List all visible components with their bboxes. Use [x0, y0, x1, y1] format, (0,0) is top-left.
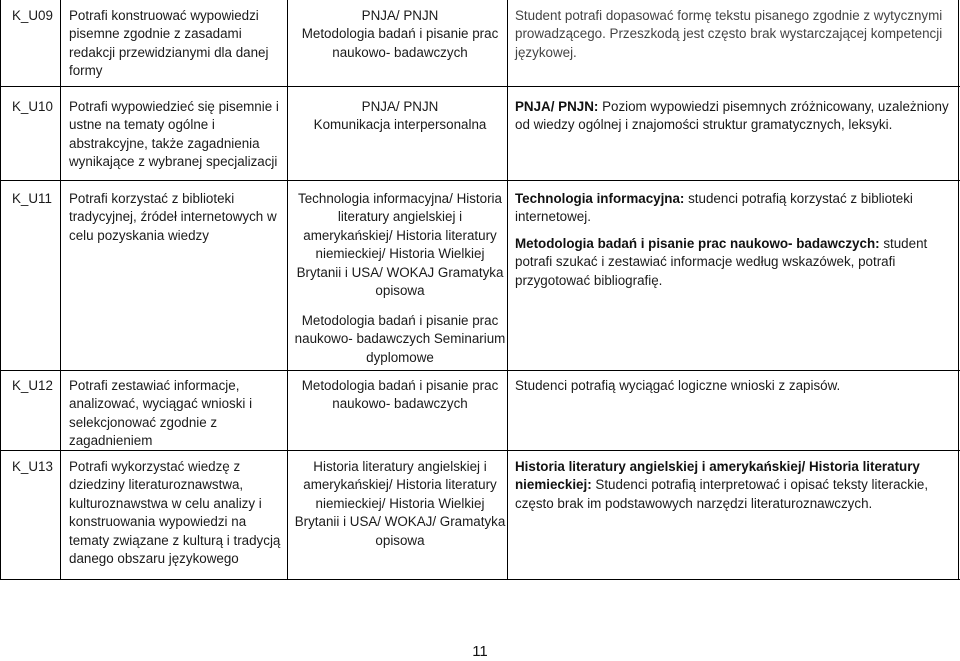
table-border-col1 — [60, 0, 61, 580]
method-label: Metodologia badań i pisanie prac naukowo- badawczych: — [515, 235, 880, 251]
row-course — [293, 7, 507, 62]
row-outcome: Potrafi wypowiedzieć się pisemnie i ustne na tematy ogólne i abstrakcyjne, także zagadnienia wynikające z wybranej specjalizacji — [69, 99, 279, 170]
row-code: K_U12 — [12, 378, 53, 393]
row-code: K_U10 — [12, 99, 53, 114]
row-method — [515, 190, 955, 290]
course-line: Komunikacja interpersonalna — [313, 117, 487, 133]
row-method: Student potrafi dopasować formę tekstu pisanego zgodnie z wytycznymi prowadzącego. Przeszkodą jest często brak wystarczającej kompetencji językowej. — [515, 8, 943, 60]
table-row-divider — [0, 370, 960, 371]
row-outcome: Potrafi wykorzystać wiedzę z dziedziny literaturoznawstwa, kulturoznawstwa w celu analizy i konstruowania wypowiedzi na tematy związane z kulturą i tradycją danego obszaru językowego — [69, 459, 281, 567]
method-text: student potrafi szukać i zestawiać informacje według wskazówek, potrafi przygotować bibliografię. — [515, 235, 928, 288]
method-paragraph — [515, 235, 955, 290]
row-code: K_U09 — [12, 8, 53, 23]
table-border-left — [0, 0, 1, 580]
course-line: PNJA/ PNJN — [361, 8, 439, 23]
row-code: K_U11 — [12, 191, 52, 206]
table-row-divider — [0, 86, 960, 87]
row-course: Metodologia badań i pisanie prac naukowo- badawczych — [301, 378, 499, 412]
row-course: Historia literatury angielskiej i amerykańskiej/ Historia literatury niemieckiej/ Historia Wielkiej Brytanii i USA/ WOKAJ/ Gramatyka opisowa — [294, 459, 506, 548]
method-paragraph — [515, 190, 955, 227]
course-line: Metodologia badań i pisanie prac naukowo- badawczych — [301, 26, 499, 60]
table-border-right — [958, 0, 959, 580]
row-course — [293, 98, 507, 135]
method-text: Poziom wypowiedzi pisemnych zróżnicowany, uzależniony od wiedzy ogólnej i znajomości struktur gramatycznych, leksyki. — [515, 99, 949, 133]
row-outcome: Potrafi zestawiać informacje, analizować, wyciągać wnioski i selekcjonować zgodnie z zagadnieniem — [69, 378, 253, 449]
page-number: 11 — [472, 643, 488, 660]
row-method — [515, 98, 955, 135]
table-row-divider — [0, 180, 960, 181]
course-line: PNJA/ PNJN — [361, 99, 439, 114]
method-label: PNJA/ PNJN: — [515, 99, 599, 114]
method-text: studenci potrafią korzystać z biblioteki internetowej. — [515, 191, 913, 225]
row-outcome: Potrafi korzystać z biblioteki tradycyjnej, źródeł internetowych w celu pozyskania wiedzy — [69, 191, 277, 243]
method-label: Historia literatury angielskiej i amerykańskiej/ Historia literatury niemieckiej: — [515, 459, 920, 493]
row-course-block: Technologia informacyjna/ Historia literatury angielskiej i amerykańskiej/ Historia literatury niemieckiej/ Historia Wielkiej Brytanii i USA/ WOKAJ Gramatyka opisowa — [296, 191, 504, 299]
row-code: K_U13 — [12, 459, 53, 474]
row-method: Studenci potrafią wyciągać logiczne wnioski z zapisów. — [515, 378, 841, 393]
row-course-block: Metodologia badań i pisanie prac naukowo- badawczych Seminarium dyplomowe — [294, 313, 506, 365]
table-border-bottom — [0, 579, 960, 580]
method-label: Technologia informacyjna: — [515, 191, 685, 206]
row-outcome: Potrafi konstruować wypowiedzi pisemne zgodnie z zasadami redakcji przewidzianymi dla danej formy — [69, 8, 269, 79]
method-text: Studenci potrafią interpretować i opisać teksty literackie, często brak im podstawowych narzędzi literaturoznawczych. — [515, 477, 929, 511]
table-border-col3 — [507, 0, 508, 580]
row-method — [515, 458, 955, 513]
